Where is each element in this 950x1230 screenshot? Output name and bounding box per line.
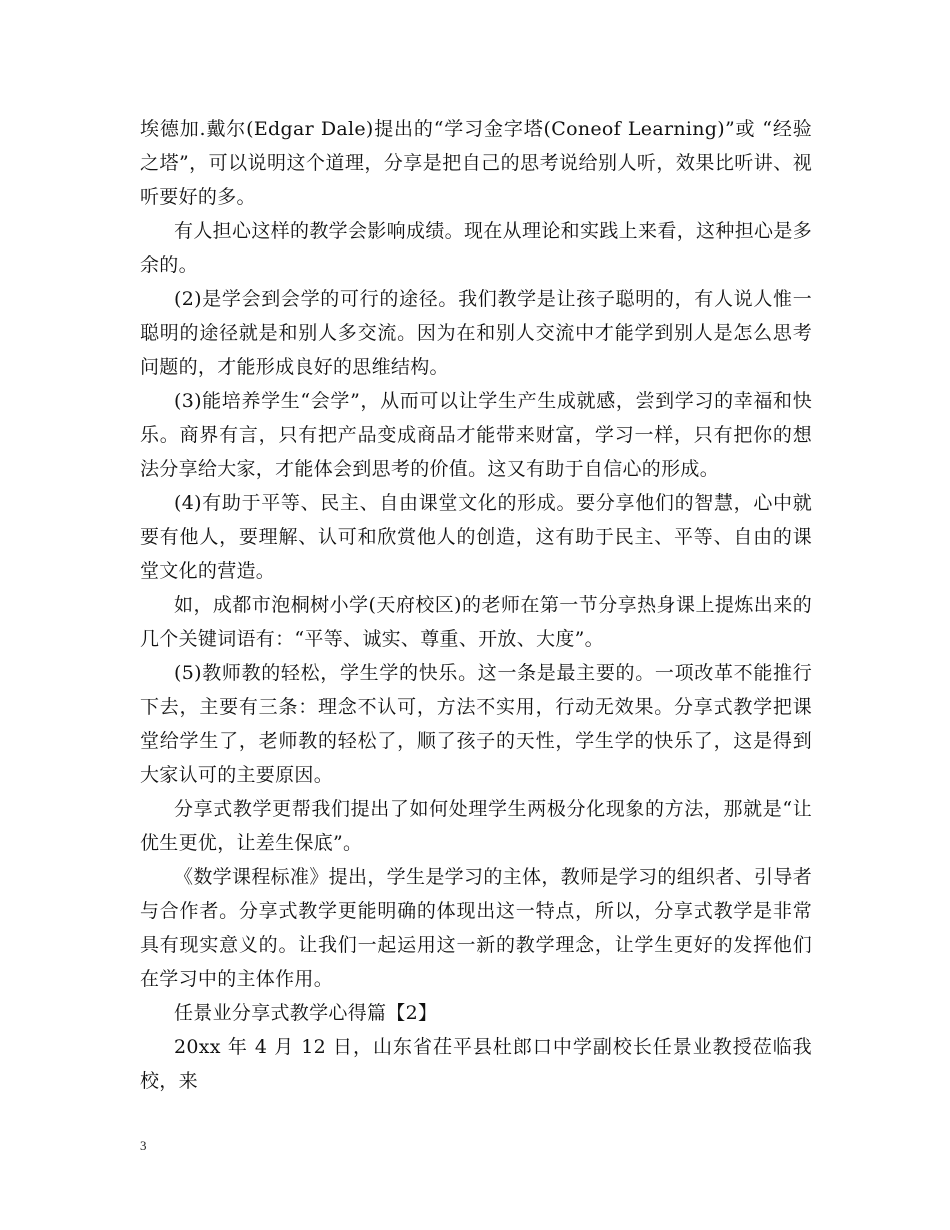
paragraph: (3)能培养学生“会学”，从而可以让学生产生成就感，尝到学习的幸福和快乐。商界有言，只有把产品变成商品才能带来财富，学习一样，只有把你的想法分享给大家，才能体会到思考的价值。这又有助于自信心的形成。 [140, 390, 812, 480]
paragraph: (4)有助于平等、民主、自由课堂文化的形成。要分享他们的智慧，心中就要有他人，要理解、认可和欣赏他人的创造，这有助于民主、平等、自由的课堂文化的营造。 [140, 492, 812, 582]
paragraph: 分享式教学更帮我们提出了如何处理学生两极分化现象的方法，那就是“让优生更优，让差生保底”。 [140, 798, 812, 854]
paragraph: 《数学课程标准》提出，学生是学习的主体，教师是学习的组织者、引导者与合作者。分享式教学更能明确的体现出这一特点，所以，分享式教学是非常具有现实意义的。让我们一起运用这一新的教学理念，让学生更好的发挥他们在学习中的主体作用。 [140, 866, 812, 990]
paragraph: (5)教师教的轻松，学生学的快乐。这一条是最主要的。一项改革不能推行下去，主要有三条：理念不认可，方法不实用，行动无效果。分享式教学把课堂给学生了，老师教的轻松了，顺了孩子的天性，学生学的快乐了，这是得到大家认可的主要原因。 [140, 662, 812, 786]
paragraph: 埃德加.戴尔(Edgar Dale)提出的“学习金字塔(Coneof Learning)”或 “经验之塔”，可以说明这个道理，分享是把自己的思考说给别人听，效果比听讲、视听要好的多。 [140, 118, 812, 208]
paragraph: 有人担心这样的教学会影响成绩。现在从理论和实践上来看，这种担心是多余的。 [140, 220, 812, 276]
paragraph: 如，成都市泡桐树小学(天府校区)的老师在第一节分享热身课上提炼出来的几个关键词语有：“平等、诚实、尊重、开放、大度”。 [140, 594, 812, 650]
paragraph: (2)是学会到会学的可行的途径。我们教学是让孩子聪明的，有人说人惟一聪明的途径就是和别人多交流。因为在和别人交流中才能学到别人是怎么思考问题的，才能形成良好的思维结构。 [140, 288, 812, 378]
document-body [140, 112, 812, 1098]
page-number: 3 [140, 1138, 147, 1153]
paragraph: 20xx 年 4 月 12 日，山东省茌平县杜郎口中学副校长任景业教授莅临我校，来 [140, 1036, 812, 1092]
section-heading: 任景业分享式教学心得篇【2】 [174, 1002, 438, 1024]
